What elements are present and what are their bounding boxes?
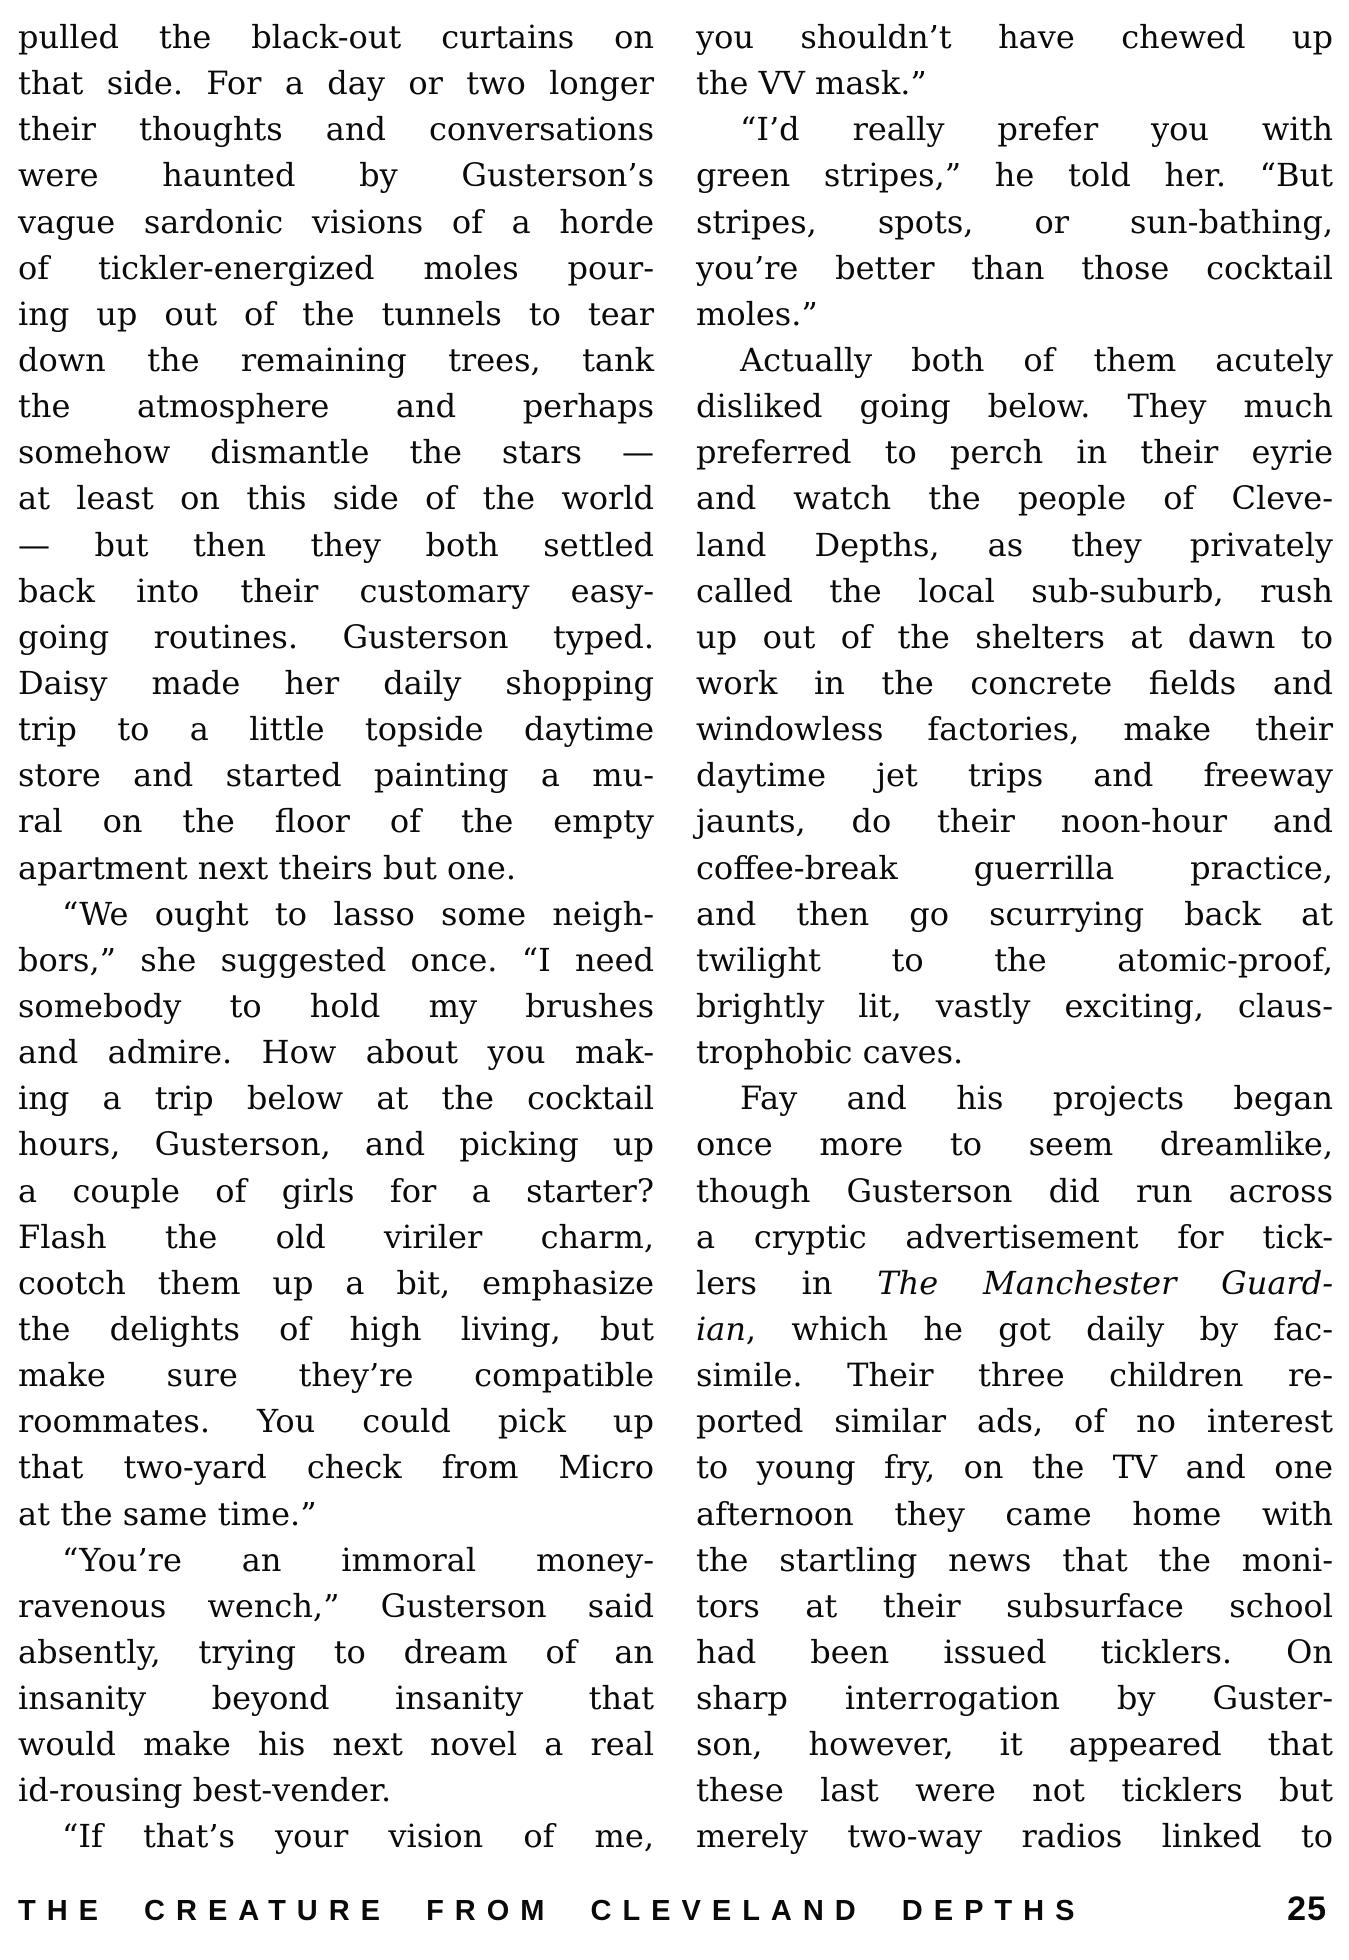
text-line [696, 1214, 1333, 1260]
text-segment: would make his next novel a real [18, 1725, 654, 1764]
text-line [18, 983, 654, 1029]
text-segment: pulled the black-out curtains on [18, 18, 654, 56]
text-line [696, 1675, 1333, 1721]
text-line [696, 1537, 1333, 1583]
text-segment: green stripes,” he told her. “But [696, 156, 1333, 195]
text-segment: — but then they both settled [18, 525, 654, 564]
text-segment: afternoon they came home with [696, 1494, 1333, 1533]
text-line [696, 937, 1333, 983]
text-line [696, 706, 1333, 752]
text-segment: at the same time.” [18, 1494, 317, 1533]
running-title: THE CREATURE FROM CLEVELAND DEPTHS [18, 1895, 1086, 1927]
text-line [18, 660, 654, 706]
text-segment: apartment next theirs but one. [18, 848, 516, 887]
text-line [18, 337, 654, 383]
text-line [696, 1398, 1333, 1444]
text-segment: were haunted by Gusterson’s [18, 156, 654, 195]
text-segment: disliked going below. They much [696, 387, 1333, 426]
text-segment: at least on this side of the world [18, 479, 654, 518]
text-segment: up out of the shelters at dawn to [696, 617, 1333, 656]
text-segment: bors,” she suggested once. “I need [18, 940, 654, 979]
text-segment: land Depths, as they privately [696, 525, 1333, 564]
text-line [696, 14, 1333, 60]
text-line [696, 752, 1333, 798]
page-footer [18, 1890, 1327, 1929]
text-line [696, 568, 1333, 614]
text-segment: hours, Gusterson, and picking up [18, 1125, 654, 1164]
text-line [696, 199, 1333, 245]
text-line [18, 383, 654, 429]
text-line [18, 1306, 654, 1352]
text-segment: stripes, spots, or sun-bathing, [696, 202, 1333, 241]
text-line [18, 291, 654, 337]
text-line [18, 1675, 654, 1721]
text-segment: the atmosphere and perhaps [18, 387, 654, 426]
text-line [18, 199, 654, 245]
text-line [696, 614, 1333, 660]
text-segment: Daisy made her daily shopping [18, 663, 654, 702]
text-line [18, 891, 654, 937]
text-line [18, 1444, 654, 1490]
text-line [18, 706, 654, 752]
text-segment: vague sardonic visions of a horde [18, 202, 654, 241]
text-segment: make sure they’re compatible [18, 1356, 654, 1395]
text-line [696, 798, 1333, 844]
text-line [696, 1029, 1333, 1075]
text-line [696, 1583, 1333, 1629]
text-line [696, 1260, 1333, 1306]
text-line [696, 1767, 1333, 1813]
text-segment: Flash the old viriler charm, [18, 1217, 654, 1256]
text-line [18, 798, 654, 844]
italic-text-segment: The Manchester Guard- [877, 1263, 1333, 1302]
text-line [18, 1352, 654, 1398]
text-segment: insanity beyond insanity that [18, 1679, 654, 1718]
text-segment: the startling news that the moni- [696, 1540, 1333, 1579]
text-segment: windowless factories, make their [696, 710, 1333, 749]
text-segment: once more to seem dreamlike, [696, 1125, 1333, 1164]
text-segment: merely two-way radios linked to [696, 1817, 1333, 1856]
text-segment: ported similar ads, of no interest [696, 1402, 1333, 1441]
text-line [18, 1214, 654, 1260]
text-segment: somebody to hold my brushes [18, 986, 654, 1025]
text-line [18, 1075, 654, 1121]
text-segment: the VV mask.” [696, 64, 927, 103]
text-segment: “If that’s your vision of me, [62, 1817, 654, 1856]
text-line [696, 152, 1333, 198]
text-line [696, 1075, 1333, 1121]
text-line [18, 429, 654, 475]
text-line [18, 1121, 654, 1167]
right-text-column [696, 14, 1333, 1860]
text-line [18, 522, 654, 568]
text-line [696, 337, 1333, 383]
text-segment: a cryptic advertisement for tick- [696, 1217, 1333, 1256]
text-line [18, 60, 654, 106]
text-segment: to young fry, on the TV and one [696, 1448, 1333, 1487]
text-line [18, 1260, 654, 1306]
text-segment: ing a trip below at the cocktail [18, 1079, 654, 1118]
text-segment: absently, trying to dream of an [18, 1632, 654, 1671]
left-text-column [18, 14, 654, 1860]
text-segment: “You’re an immoral money- [62, 1540, 654, 1579]
text-segment: tors at their subsurface school [696, 1586, 1333, 1625]
text-line [18, 475, 654, 521]
text-line [696, 1629, 1333, 1675]
text-segment: and then go scurrying back at [696, 894, 1333, 933]
text-line [696, 291, 1333, 337]
text-segment: going routines. Gusterson typed. [18, 617, 654, 656]
text-line [18, 152, 654, 198]
text-line [18, 1168, 654, 1214]
text-line [696, 660, 1333, 706]
text-segment: brightly lit, vastly exciting, claus- [696, 986, 1333, 1025]
text-line [696, 891, 1333, 937]
text-line [18, 1398, 654, 1444]
text-segment: you shouldn’t have chewed up [696, 18, 1333, 56]
text-segment: that two-yard check from Micro [18, 1448, 654, 1487]
text-segment: ral on the floor of the empty [18, 802, 654, 841]
text-line [696, 106, 1333, 152]
text-segment: their thoughts and conversations [18, 110, 654, 149]
text-segment: coffee-break guerrilla practice, [696, 848, 1333, 887]
text-line [18, 614, 654, 660]
text-segment: you’re better than those cocktail [696, 248, 1333, 287]
text-line [696, 845, 1333, 891]
text-line [696, 1306, 1333, 1352]
text-line [18, 568, 654, 614]
text-line [696, 522, 1333, 568]
text-segment: though Gusterson did run across [696, 1171, 1333, 1210]
text-segment: trip to a little topside daytime [18, 710, 654, 749]
text-line [696, 429, 1333, 475]
text-segment: and admire. How about you mak- [18, 1033, 654, 1072]
text-line [18, 752, 654, 798]
text-line [696, 1168, 1333, 1214]
text-segment: id-rousing best-vender. [18, 1771, 392, 1810]
text-line [696, 1352, 1333, 1398]
text-line [696, 475, 1333, 521]
text-line [696, 1813, 1333, 1859]
text-segment: son, however, it appeared that [696, 1725, 1333, 1764]
text-segment: preferred to perch in their eyrie [696, 433, 1333, 472]
text-segment: store and started painting a mu- [18, 756, 654, 795]
text-segment: “I’d really prefer you with [740, 110, 1333, 149]
text-segment: simile. Their three children re- [696, 1356, 1333, 1395]
italic-text-segment: ian [696, 1309, 746, 1348]
text-line [696, 245, 1333, 291]
text-line [696, 1491, 1333, 1537]
text-segment: cootch them up a bit, emphasize [18, 1263, 654, 1302]
text-line [18, 245, 654, 291]
text-segment: roommates. You could pick up [18, 1402, 654, 1441]
text-segment: somehow dismantle the stars — [18, 433, 654, 472]
page-number: 25 [1287, 1890, 1327, 1928]
text-segment: jaunts, do their noon-hour and [696, 802, 1333, 841]
text-segment: of tickler-energized moles pour- [18, 248, 654, 287]
text-line [18, 937, 654, 983]
text-segment: Fay and his projects began [740, 1079, 1333, 1118]
text-segment: ing up out of the tunnels to tear [18, 294, 654, 333]
text-line [18, 106, 654, 152]
text-segment: and watch the people of Cleve- [696, 479, 1333, 518]
text-segment: down the remaining trees, tank [18, 340, 654, 379]
text-line [18, 1029, 654, 1075]
text-segment: ravenous wench,” Gusterson said [18, 1586, 654, 1625]
text-line [696, 1721, 1333, 1767]
text-segment: moles.” [696, 294, 818, 333]
text-segment: “We ought to lasso some neigh- [62, 894, 654, 933]
text-line [696, 383, 1333, 429]
text-segment: work in the concrete fields and [696, 663, 1333, 702]
text-line [18, 1583, 654, 1629]
text-segment: called the local sub-suburb, rush [696, 571, 1333, 610]
text-segment: Actually both of them acutely [740, 340, 1333, 379]
text-line [696, 60, 1333, 106]
text-line [696, 983, 1333, 1029]
text-line [18, 1767, 654, 1813]
text-line [18, 14, 654, 60]
text-line [18, 1537, 654, 1583]
text-segment: trophobic caves. [696, 1033, 964, 1072]
text-segment: lers in [696, 1263, 878, 1302]
text-segment: , which he got daily by fac- [745, 1309, 1333, 1348]
text-segment: twilight to the atomic-proof, [696, 940, 1333, 979]
text-segment: that side. For a day or two longer [18, 64, 654, 103]
text-segment: a couple of girls for a starter? [18, 1171, 654, 1210]
text-line [696, 1444, 1333, 1490]
text-segment: back into their customary easy- [18, 571, 654, 610]
text-line [18, 1813, 654, 1859]
text-line [18, 845, 654, 891]
text-segment: the delights of high living, but [18, 1309, 654, 1348]
text-segment: daytime jet trips and freeway [696, 756, 1333, 795]
text-segment: had been issued ticklers. On [696, 1632, 1333, 1671]
text-line [18, 1491, 654, 1537]
text-segment: sharp interrogation by Guster- [696, 1679, 1333, 1718]
text-line [696, 1121, 1333, 1167]
text-line [18, 1629, 654, 1675]
text-line [18, 1721, 654, 1767]
text-segment: these last were not ticklers but [696, 1771, 1333, 1810]
